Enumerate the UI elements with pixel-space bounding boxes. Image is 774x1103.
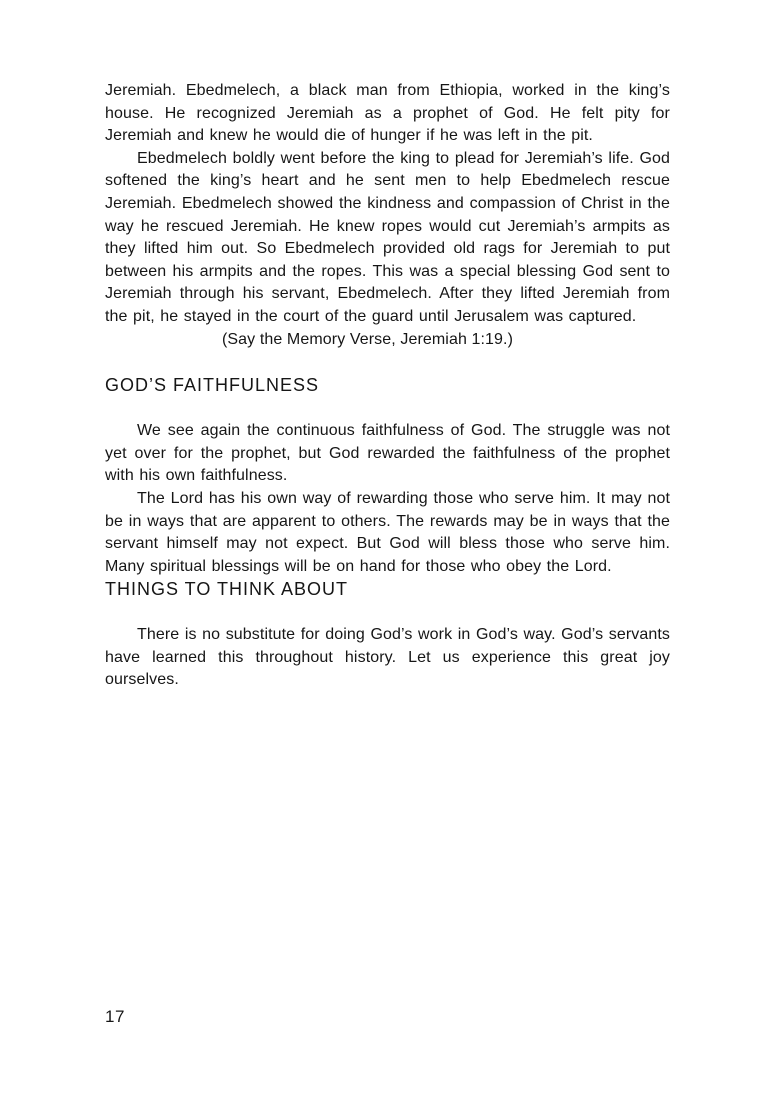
paragraph-continuous-faithfulness: We see again the continuous faithfulness of God. The struggle was not yet over for the prophet, but God rewarded the faithfulness of the prophet with his own faithfulness.	[105, 422, 670, 485]
paragraph-no-substitute: There is no substitute for doing God’s work in God’s way. God’s servants have learned this throughout history. Let us experience this great joy ourselves.	[105, 626, 670, 689]
page-content	[105, 80, 670, 692]
memory-verse-note: (Say the Memory Verse, Jeremiah 1:19.)	[221, 330, 514, 348]
paragraph-ebedmelech-rescue: Ebedmelech boldly went before the king to plead for Jeremiah’s life. God softened the king’s heart and he sent men to help Ebedmelech rescue Jeremiah. Ebedmelech showed the kindness and compassion of Christ in the way he rescued Jeremiah. He knew ropes would cut Jeremiah’s armpits as they lifted him out. So Ebedmelech provided old rags for Jeremiah to put between his armpits and the ropes. This was a special blessing God sent to Jeremiah through his servant, Ebedmelech. After they lifted Jeremiah from the pit, he stayed in the court of the guard until Jerusalem was captured.	[105, 149, 670, 325]
paragraph-lord-rewards: The Lord has his own way of rewarding those who serve him. It may not be in ways that are apparent to others. The rewards may be in ways that the servant himself may not expect. But God will bless those who serve him. Many spiritual blessings will be on hand for those who obey the Lord.	[105, 489, 670, 575]
paragraph-jeremiah-intro: Jeremiah. Ebedmelech, a black man from Ethiopia, worked in the king’s house. He recognized Jeremiah as a prophet of God. He felt pity for Jeremiah and knew he would die of hunger if he was left in the pit.	[105, 82, 670, 145]
section-heading-things-to-think-about: THINGS TO THINK ABOUT	[105, 579, 349, 600]
section-heading-gods-faithfulness: GOD’S FAITHFULNESS	[105, 375, 320, 396]
page-number: 17	[105, 1007, 125, 1026]
